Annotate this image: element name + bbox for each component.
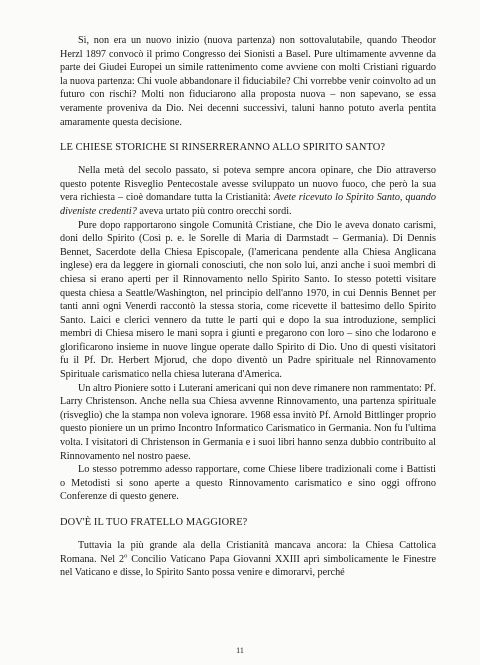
italic-quote: Avete ricevuto lo Spirito Santo, quando diveniste credenti? xyxy=(60,192,436,217)
page-number: 11 xyxy=(236,646,244,655)
paragraph-catholic-church xyxy=(60,539,436,580)
section-heading-historic-churches: LE CHIESE STORICHE SI RINSERRERANNO ALLO SPIRITO SANTO? xyxy=(60,142,386,154)
paragraph-text: Tuttavia la più grande ala della Cristianità mancava ancora: la Chiesa Cattolica Romana. Nel 2 xyxy=(60,540,436,565)
paragraph-larry-christenson: Un altro Pioniere sotto i Luterani americani qui non deve rimanere non rammentato: Pf. Larry Christenson. Anche nella sua Chiesa avvenne Rinnovamento, una partenza spirituale (risveglio) che la stampa non voleva ignorare. 1968 essa invitò Pf. Arnold Bittlinger proprio questo pioniere un un primo Incontro Informatico Carismatico in Germania. Non fu l'ultima volta. I visitatori di Christenson in Germania e i suoi libri hanno senza dubbio contribuito al Rinnovamento nel nostro paese. xyxy=(60,382,436,462)
paragraph-free-churches: Lo stesso potremmo adesso rapportare, come Chiese libere tradizionali come i Battisti o Metodisti si sono aperte a questo Rinnovamento carismatico e sino oggi offrono Conferenze di questo genere. xyxy=(60,464,436,503)
section-heading-older-brother: DOV'È IL TUO FRATELLO MAGGIORE? xyxy=(60,517,248,528)
paragraph-text: Nella metà del secolo passato, si poteva sempre ancora opinare, che Dio attraverso questo potente Risveglio Pentecostale avesse sviluppato un nuovo fuoco, che però la sua vera richiesta – cioè domandare tutta la Cristianità: xyxy=(60,165,436,204)
superscript: o xyxy=(124,552,128,560)
paragraph-text: aveva urtato più contro orecchi sordi. xyxy=(136,205,292,217)
paragraph-dennis-bennet: Pure dopo rapportarono singole Comunità Cristiane, che Dio le aveva donato carismi, doni dello Spirito (Così p. e. le Sorelle di Maria di Darmstadt – Germania). Di Dennis Bennet, Sacerdote della Chiesa Episcopale, (l'americana pendente alla Chiesa Anglicana inglese) era da leggere in giornali conosciuti, che non solo lui, anzi anche i suoi membri di chiesa si erano aperti per il Rinnovamento nello Spirito Santo. Io stesso potetti visitare questa chiesa a Seattle/Washington, nel principio dell'anno 1970, in cui Dennis Bennet per tanti anni ogni Venerdì raccontò la stessa storia, come ricevette il battesimo dello Spirito Santo. Laici e clerici vennero da tutte le parti qui e dopo la sua introduzione, semplici membri di Chiesa misero le mani sopra i giunti e pregarono con loro – sino che lodarono e glorificarono insieme in nuove lingue operate dallo Spirito di Dio. Uno di questi visitatori fu il Pf. Dr. Herbert Mjorud, che dopo diventò un Padre spirituale nel Rinnovamento Spirituale carismatico nella chiesa luterana d'America. xyxy=(60,219,436,381)
paragraph-text: Concilio Vaticano Papa Giovanni XXIII aprì simbolicamente le Finestre nel Vaticano e disse, lo Spirito Santo possa venire e dimorarvi, perché xyxy=(60,553,436,579)
paragraph-pentecostal-revival xyxy=(60,164,436,218)
paragraph-herzl: Sì, non era un nuovo inizio (nuova partenza) non sottovalutabile, quando Theodor Herzl 1897 convocò il primo Congresso dei Sionisti a Basel. Pure ultimamente avvenne da parte dei Giudei Europei un simile rattenimento come avviene con molti Cristiani riguardo la nuova partenza: Chi vuole abbandonare il fiduciabile? Chi vorrebbe venir coinvolto ad un futuro con rischi? Molti non fiduciarono alla proposta nuova – non sapevano, se essa veramente proveniva da Dio. Nei decenni successivi, taluni hanno potuto averla pentita amaramente questa decisione. xyxy=(60,35,436,128)
